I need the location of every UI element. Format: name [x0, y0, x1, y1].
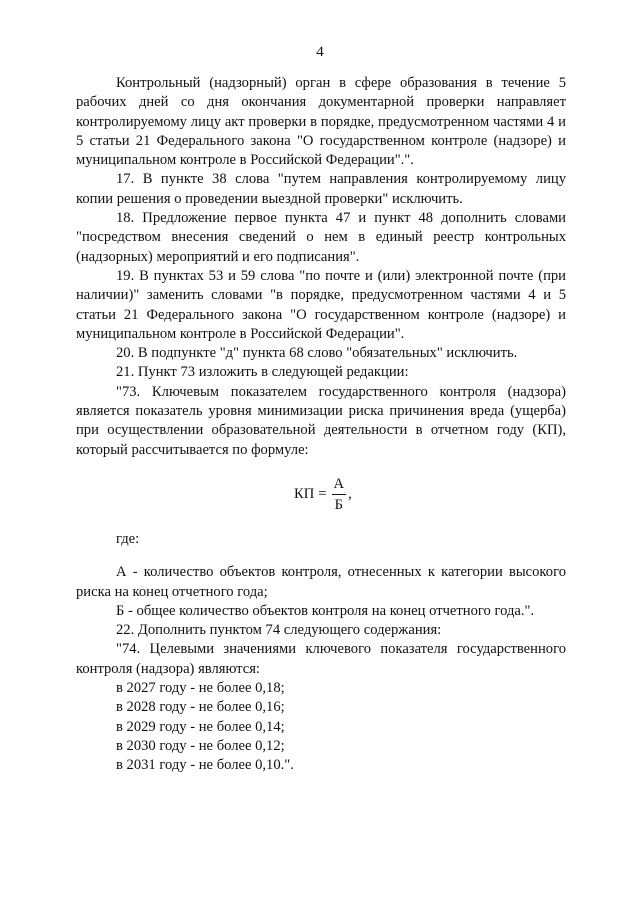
formula-expression — [294, 473, 352, 517]
target-value-2027: в 2027 году - не более 0,18; — [116, 680, 285, 697]
paragraph-item-20: 20. В подпункте "д" пункта 68 слово "обязательных" исключить. — [116, 345, 518, 362]
paragraph-item-74-text: "74. Целевыми значениями ключевого показателя государственного контроля (надзора) являются: — [76, 641, 566, 677]
paragraph-item-21: 21. Пункт 73 изложить в следующей редакции: — [116, 364, 409, 381]
formula-fraction — [332, 475, 347, 514]
paragraph-spacer — [76, 549, 566, 563]
target-value-2028: в 2028 году - не более 0,16; — [116, 699, 285, 716]
formula-denominator: Б — [334, 497, 343, 514]
document-body — [76, 74, 566, 776]
paragraph-definition-a: А - количество объектов контроля, отнесенных к категории высокого риска на конец отчетного года; — [76, 564, 566, 600]
formula-equals: = — [318, 486, 327, 503]
paragraph-item-73-text: "73. Ключевым показателем государственного контроля (надзора) является показатель уровня минимизации риска причинения вреда (ущерба) при осуществлении образовательной деятельности в отчетном году (КП), который рассчитывается по формуле: — [76, 383, 566, 458]
page-number: 4 — [316, 44, 324, 60]
target-value-2030: в 2030 году - не более 0,12; — [116, 737, 285, 754]
paragraph-definition-b: Б - общее количество объектов контроля на конец отчетного года.". — [116, 602, 535, 619]
target-value-2029: в 2029 году - не более 0,14; — [116, 718, 285, 735]
paragraph-item-17: 17. В пункте 38 слова "путем направления контролируемому лицу копии решения о проведении выездной проверки" исключить. — [76, 171, 566, 207]
paragraph-item-19: 19. В пунктах 53 и 59 слова "по почте и (или) электронной почте (при наличии)" заменить словами "в порядке, предусмотренном частями 4 и 5 статьи 21 Федерального закона "О государственном контроле (надзоре) и муниципальном контроле в Российской Федерации". — [76, 267, 566, 342]
formula-kp — [76, 460, 566, 530]
paragraph-item-18: 18. Предложение первое пункта 47 и пункт 48 дополнить словами "посредством внесения сведений о нем в единый реестр контрольных (надзорных) мероприятий и его подписания". — [76, 210, 566, 265]
paragraph-item-22: 22. Дополнить пунктом 74 следующего содержания: — [116, 622, 442, 639]
formula-trailing-comma: , — [348, 486, 352, 503]
paragraph-inspection-act: Контрольный (надзорный) орган в сфере образования в течение 5 рабочих дней со дня окончания документарной проверки направляет контролируемому лицу акт проверки в порядке, предусмотренном частями 4 и 5 статьи 21 Федерального закона "О государственном контроле (надзоре) и муниципальном контроле в Российской Федерации".". — [76, 75, 566, 169]
target-value-2031: в 2031 году - не более 0,10.". — [116, 757, 294, 774]
formula-lhs: КП — [294, 486, 315, 503]
formula-numerator: А — [332, 475, 347, 495]
paragraph-where: где: — [116, 530, 140, 547]
